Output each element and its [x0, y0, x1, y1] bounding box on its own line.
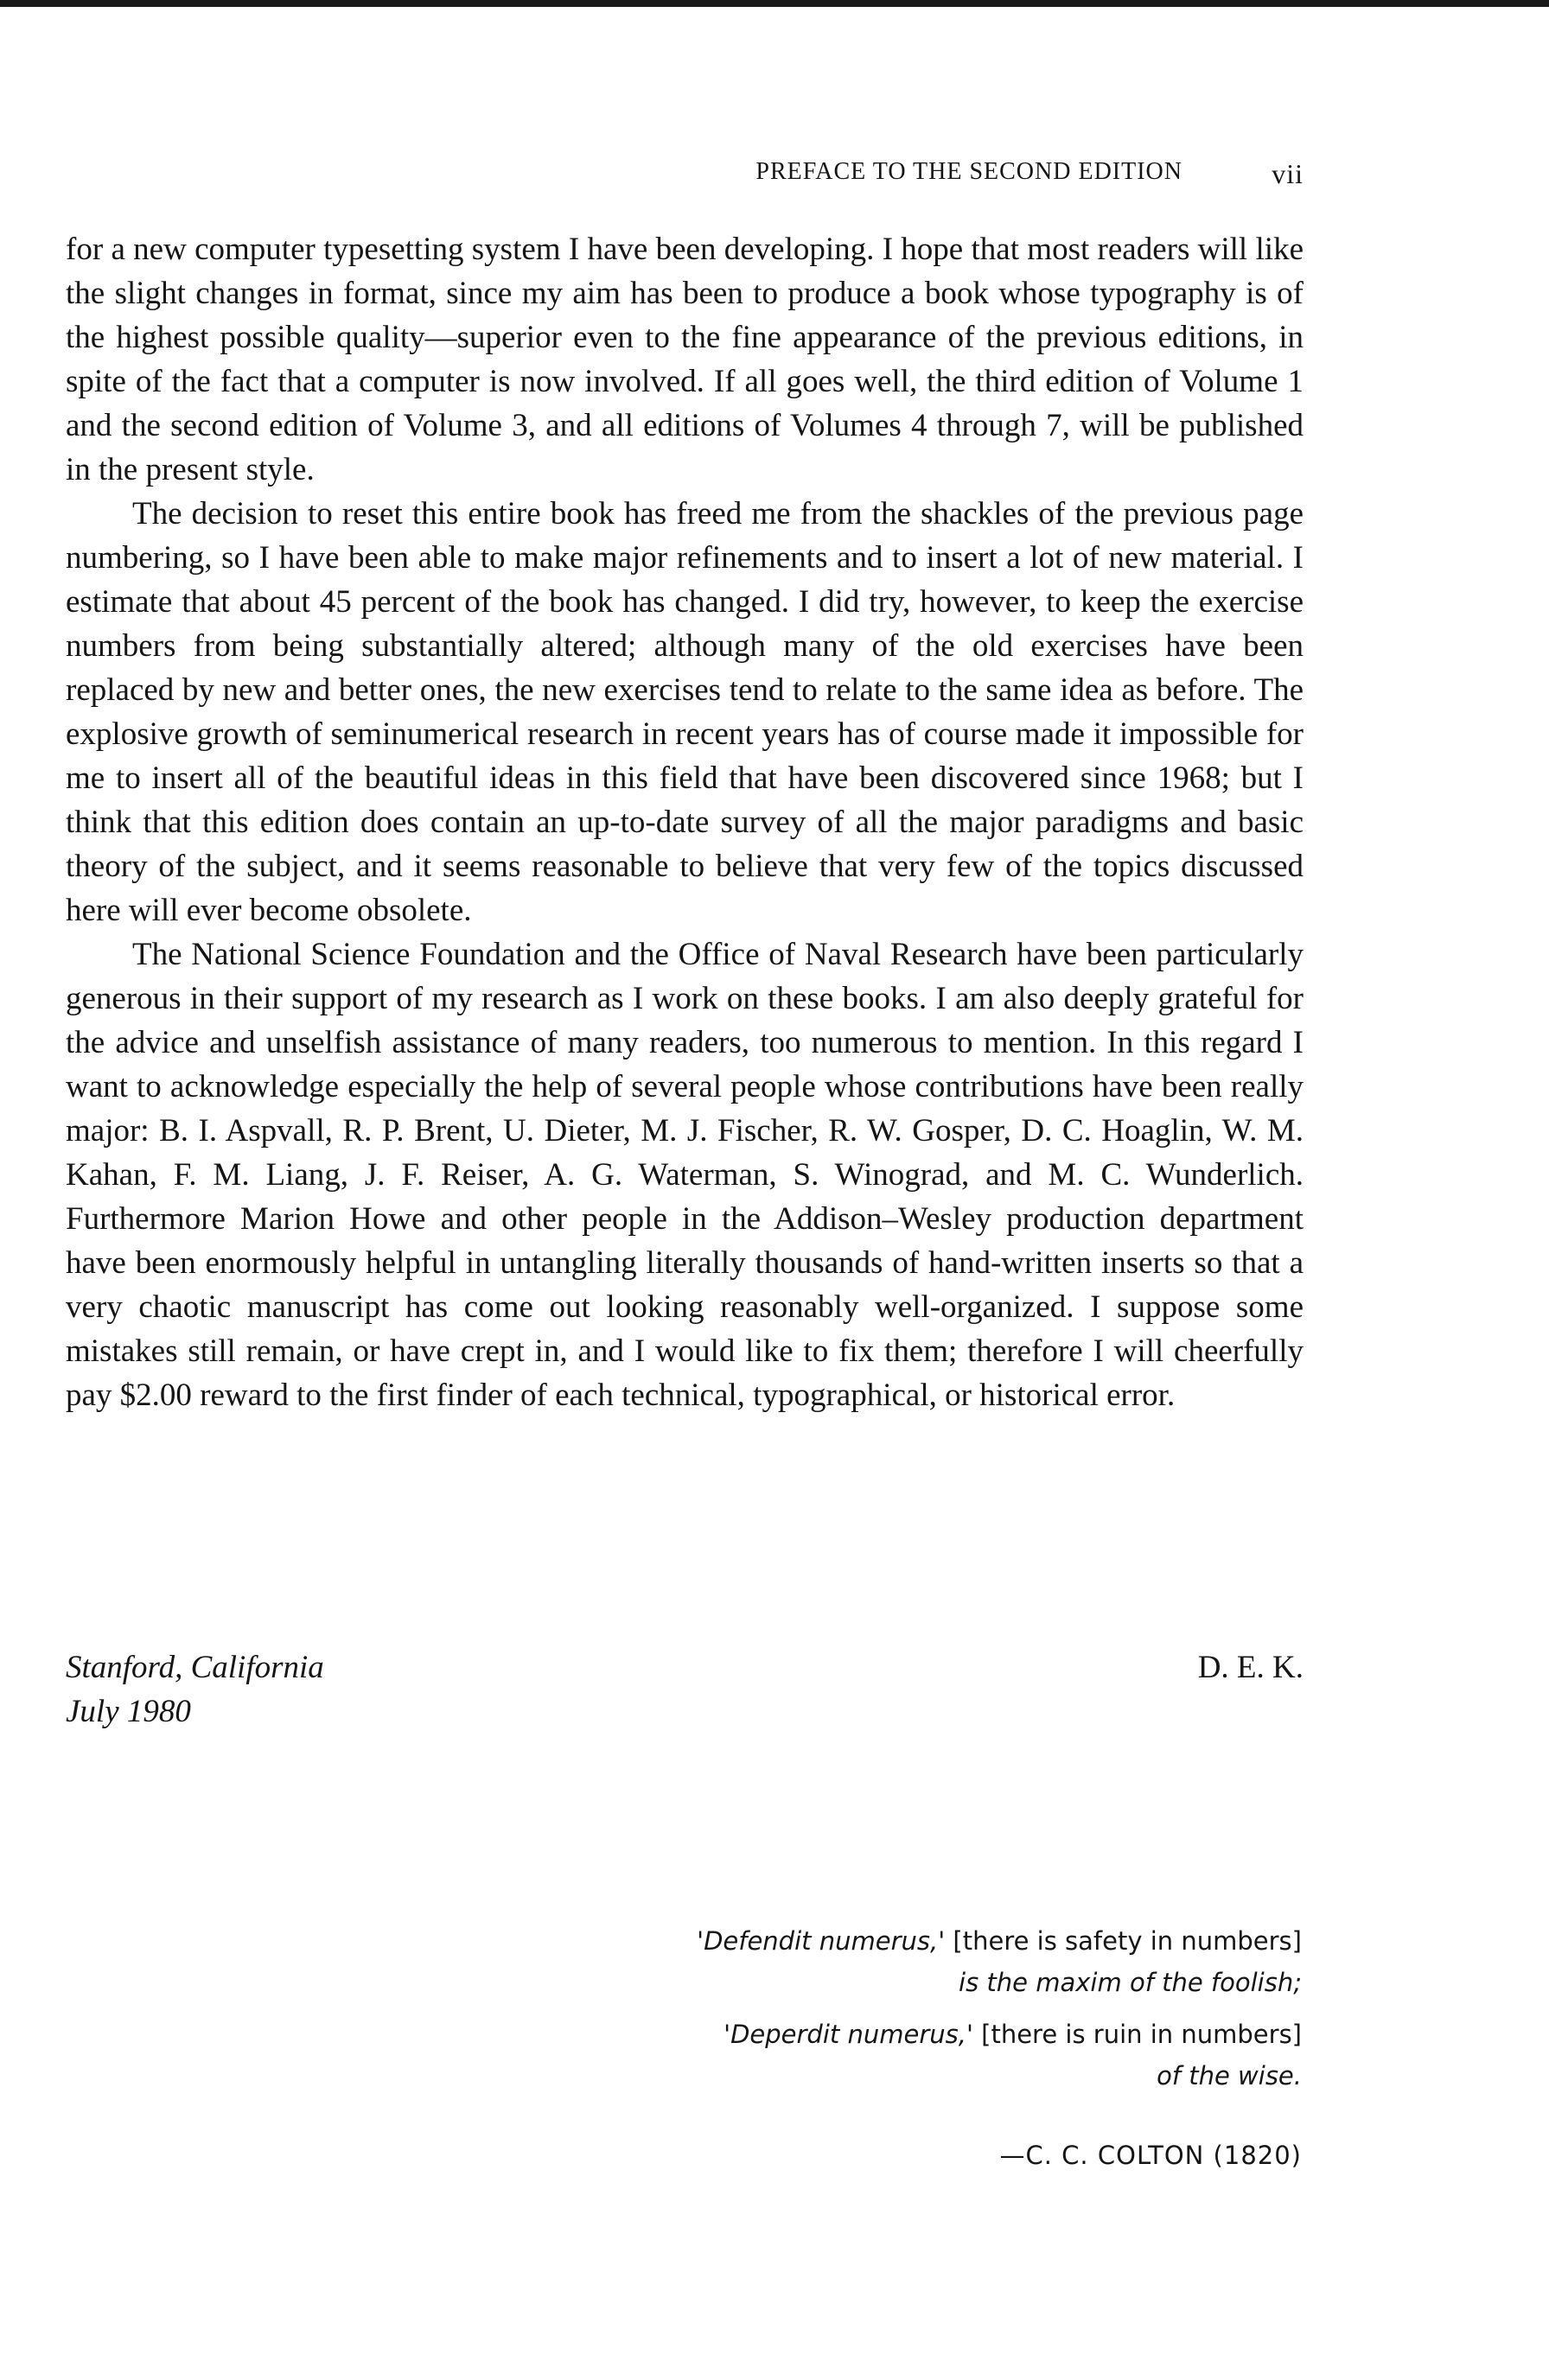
signoff [66, 1645, 1304, 1734]
running-title: PREFACE TO THE SECOND EDITION [755, 158, 1182, 185]
running-header [66, 158, 1304, 193]
epigraph-line-4 [524, 2055, 1302, 2097]
paragraph-acknowledgments: The National Science Foundation and the Office of Naval Research have been particularly generous in their support of my research as I work on these books. I am also deeply grateful for the advice and unselfish assistance of many readers, too numerous to mention. In this regard I want to acknowledge especially the help of several people whose contributions have been really major: B. I. Aspvall, R. P. Brent, U. Dieter, M. J. Fischer, R. W. Gosper, D. C. Hoaglin, W. M. Kahan, F. M. Liang, J. F. Reiser, A. G. Waterman, S. Winograd, and M. C. Wunderlich. Furthermore Marion Howe and other people in the Addison–Wesley production department have been enormously helpful in untangling literally thousands of hand-written inserts so that a very chaotic manuscript has come out looking reasonably well-organized. I suppose some mistakes still remain, or have crept in, and I would like to fix them; therefore I will cheerfully pay $2.00 reward to the first finder of each technical, typographical, or historical error. [66, 937, 1304, 1413]
paragraph-continued: for a new computer typesetting system I have been developing. I hope that most readers will like the slight changes in format, since my aim has been to produce a book whose typography is of the highest possible quality—superior even to the fine appearance of the previous editions, in spite of the fact that a computer is now involved. If all goes well, the third edition of Volume 1 and the second edition of Volume 3, and all editions of Volumes 4 through 7, will be published in the present style. [66, 232, 1304, 487]
epigraph-line-3 [524, 2014, 1302, 2055]
signoff-date: July 1980 [66, 1694, 191, 1729]
epigraph-attribution: —C. C. COLTON (1820) [999, 2141, 1302, 2170]
epigraph-gloss-2: [there is ruin in numbers] [981, 2020, 1302, 2049]
epigraph-quote-1: 'Defendit numerus,' [697, 1926, 946, 1956]
epigraph-gloss-1: [there is safety in numbers] [953, 1926, 1302, 1956]
top-rule [0, 0, 1549, 7]
epigraph [524, 1920, 1302, 2176]
signoff-place: Stanford, California [66, 1650, 324, 1685]
preface-body [66, 227, 1304, 1417]
epigraph-maxim-foolish: is the maxim of the foolish; [959, 1968, 1302, 1997]
epigraph-quote-2: 'Deperdit numerus,' [724, 2020, 973, 2049]
paragraph-reset-decision: The decision to reset this entire book has freed me from the shackles of the previous page numbering, so I have been able to make major refinements and to insert a lot of new material. I estimate that about 45 percent of the book has changed. I did try, however, to keep the exercise numbers from being substantially altered; although many of the old exercises have been replaced by new and better ones, the new exercises tend to relate to the same idea as before. The explosive growth of seminumerical research in recent years has of course made it impossible for me to insert all of the beautiful ideas in this field that have been discovered since 1968; but I think that this edition does contain an up-to-date survey of all the major paradigms and basic theory of the subject, and it seems reasonable to believe that very few of the topics discussed here will ever become obsolete. [66, 496, 1304, 928]
epigraph-gap [524, 2003, 1302, 2014]
epigraph-line-2 [524, 1962, 1302, 2003]
signoff-initials: D. E. K. [1197, 1650, 1304, 1685]
epigraph-maxim-wise: of the wise. [1157, 2061, 1302, 2090]
epigraph-line-1 [524, 1920, 1302, 1962]
page-number: vii [1272, 158, 1304, 189]
